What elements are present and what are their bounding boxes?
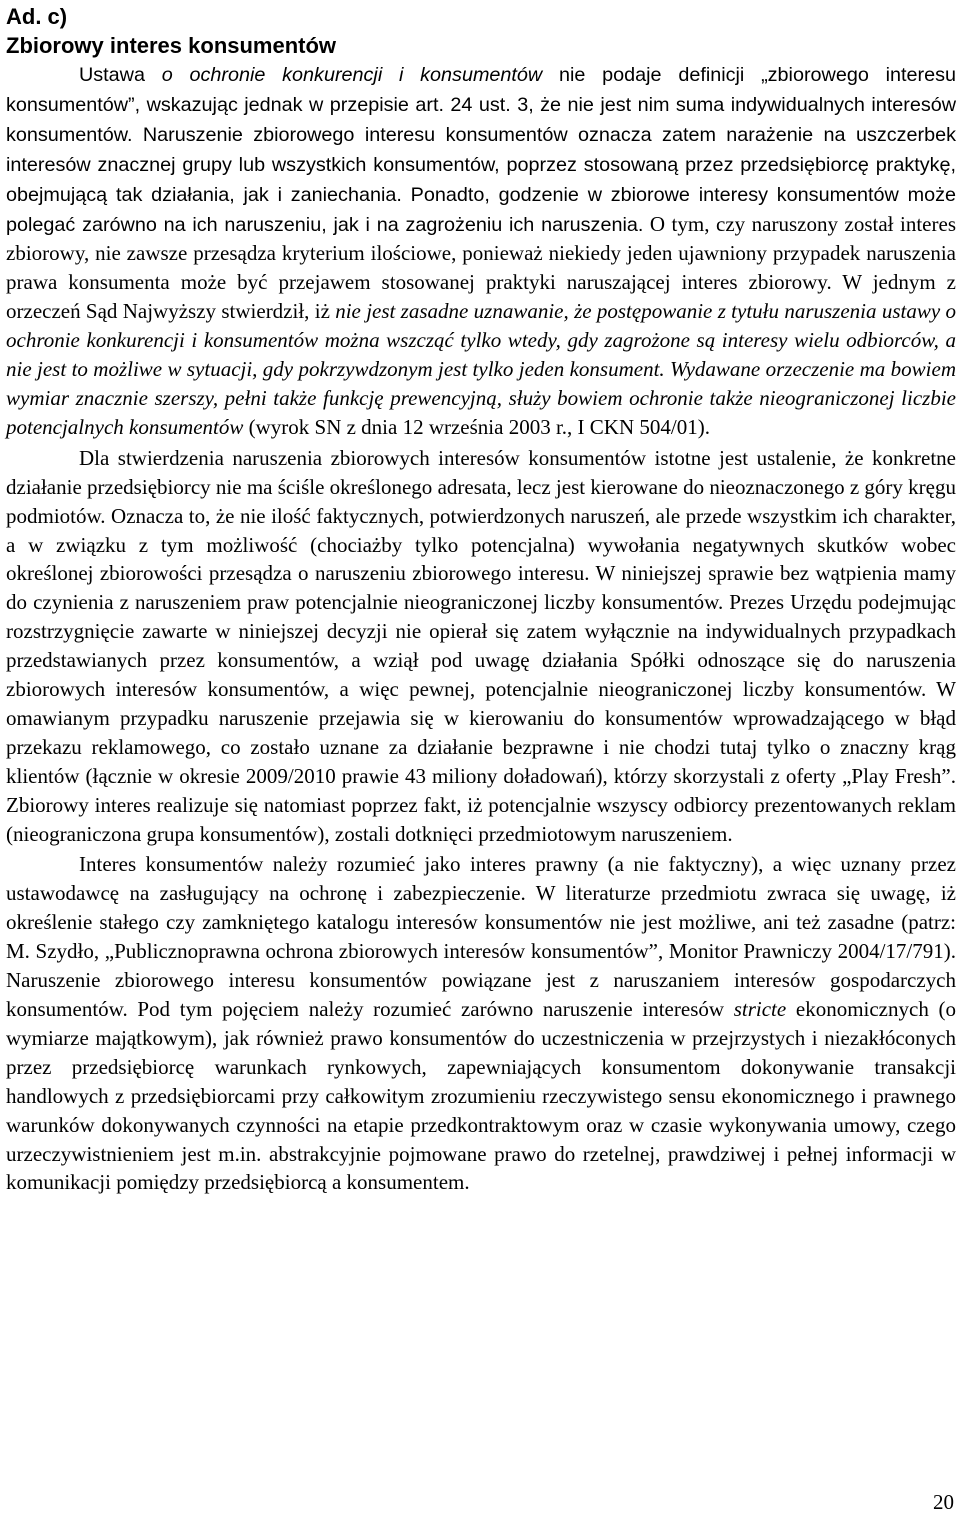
page-number: 20	[933, 1490, 954, 1514]
section-label: Ad. c)	[6, 4, 68, 29]
p1-citation: (wyrok SN z dnia 12 września 2003 r., I CKN 504/01).	[243, 414, 710, 439]
p1-statute-title: o ochronie konkurencji i konsumentów	[161, 64, 543, 86]
p3-text-c: ekonomicznych (o wymiarze majątkowym), jak również prawo konsumentów do uczestniczenia w przejrzystych i niezakłóconych przez przedsiębiorcę warunkach rynkowych, zapewniających konsumentom dokonywanie transakcji handlowych z przedsiębiorcami przy całkowitym zrozumieniu rzeczywistego sensu ekonomicznego i prawnego warunków dokonywanych czynności na etapie przedkontraktowym oraz w czasie wykonywania umowy, czego urzeczywistnieniem jest m.in. abstrakcyjnie pojmowane prawo do rzetelnej, prawdziwej i pełnej informacji w komunikacji pomiędzy przedsiębiorcą a konsumentem.	[6, 997, 956, 1195]
section-title: Zbiorowy interes konsumentów	[6, 33, 337, 58]
p1-text-a: Ustawa	[79, 64, 162, 86]
paragraph-3	[6, 850, 956, 1197]
document-page	[6, 0, 956, 1197]
p1-court-quote: nie jest zasadne uznawanie, że postępowanie z tytułu naruszenia ustawy o ochronie konkurencji i konsumentów można wszcząć tylko wtedy, gdy zagrożone są interesy wielu odbiorców, a nie jest to możliwe w sytuacji, gdy pokrzywdzonym jest tylko jeden konsument. Wydawane orzeczenie ma bowiem wymiar znacznie szerszy, pełni także funkcję prewencyjną, służy bowiem ochronie także nieograniczonej liczbie potencjalnych konsumentów	[6, 299, 956, 439]
p1-text-d: O tym, czy naruszony został interes zbiorowy, nie zawsze przesądza kryterium ilościowe, ponieważ niekiedy jeden ujawniony przypadek naruszenia prawa konsumenta może być przejawem stosowanej praktyki naruszającej interes zbiorowy. W jednym z orzeczeń Sąd Najwyższy stwierdził, iż	[6, 211, 956, 324]
p1-text-c: nie podaje definicji „zbiorowego interesu konsumentów”, wskazując jednak w przepisie art. 24 ust. 3, że nie jest nim suma indywidualnych interesów konsumentów. Naruszenie zbiorowego interesu konsumentów oznacza zatem narażenie na uszczerbek interesów znacznej grupy lub wszystkich konsumentów, poprzez stosowaną przez przedsiębiorcę praktykę, obejmującą tak działania, jak i zaniechania. Ponadto, godzenie w zbiorowe interesy konsumentów może polegać zarówno na ich naruszeniu, jak i na zagrożeniu ich naruszenia.	[6, 64, 956, 236]
paragraph-2: Dla stwierdzenia naruszenia zbiorowych interesów konsumentów istotne jest ustalenie, że konkretne działanie przedsiębiorcy nie ma ściśle określonego adresata, lecz jest kierowane do nieoznaczonego z góry kręgu podmiotów. Oznacza to, że nie ilość faktycznych, potwierdzonych naruszeń, ale przede wszystkim ich charakter, a w związku z tym możliwość (chociażby tylko potencjalna) wywołania negatywnych skutków wobec określonej zbiorowości przesądza o naruszeniu zbiorowego interesu. W niniejszej sprawie bez wątpienia mamy do czynienia z naruszeniem praw potencjalnie nieograniczonej liczby konsumentów. Prezes Urzędu podejmując rozstrzygnięcie zawarte w niniejszej decyzji nie opierał się zatem wyłącznie na indywidualnych przypadkach przedstawianych przez konsumentów, a wziął pod uwagę działania Spółki odnoszące się do naruszenia zbiorowych interesów konsumentów, a więc pewnej, potencjalnie nieograniczonej liczby konsumentów. W omawianym przypadku naruszenie przejawia się w kierowaniu do konsumentów wprowadzającego w błąd przekazu reklamowego, co zostało uznane za działanie bezprawne i nie chodzi tutaj tylko o znaczny krąg klientów (łącznie w okresie 2009/2010 prawie 43 miliony doładowań), którzy skorzystali z oferty „Play Fresh”. Zbiorowy interes realizuje się natomiast poprzez fakt, iż potencjalnie wszyscy odbiorcy prezentowanych reklam (nieograniczona grupa konsumentów), zostali dotknięci przedmiotowym naruszeniem.	[6, 445, 956, 846]
p3-text-a: Interes konsumentów należy rozumieć jako interes prawny (a nie faktyczny), a więc uznany przez ustawodawcę na zasługujący na ochronę i zabezpieczenie. W literaturze przedmiotu zwraca się uwagę, iż określenie stałego czy zamkniętego katalogu interesów konsumentów nie jest możliwe, ani też zasadne (patrz: M. Szydło, „Publicznoprawna ochrona zbiorowych interesów konsumentów”, Monitor Prawniczy 2004/17/791). Naruszenie zbiorowego interesu konsumentów powiązane jest z naruszaniem interesów gospodarczych konsumentów. Pod tym pojęciem należy rozumieć zarówno naruszenie interesów	[6, 852, 956, 1021]
p3-stricte: stricte	[733, 997, 787, 1021]
paragraph-1	[6, 60, 956, 442]
